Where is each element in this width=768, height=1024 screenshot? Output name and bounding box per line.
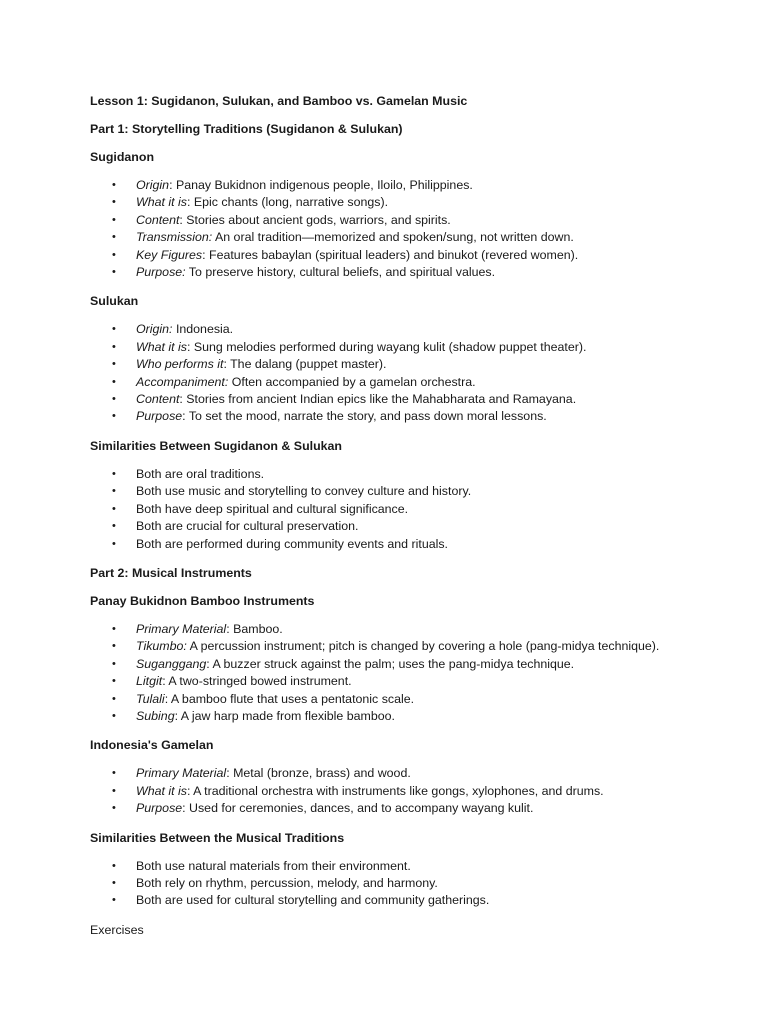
list-item xyxy=(90,673,708,690)
list-item xyxy=(90,321,708,338)
sulukan-heading: Sulukan xyxy=(90,294,139,309)
bullet-icon: • xyxy=(112,266,116,279)
list-item xyxy=(90,391,708,408)
item-term: Who performs it xyxy=(136,357,224,372)
item-text: Both are used for cultural storytelling and community gatherings. xyxy=(136,893,490,908)
bullet-icon: • xyxy=(112,213,116,226)
similarities-storytelling-list xyxy=(90,466,708,553)
bamboo-heading: Panay Bukidnon Bamboo Instruments xyxy=(90,593,315,608)
item-text: : The dalang (puppet master). xyxy=(223,357,387,372)
lesson-title: Lesson 1: Sugidanon, Sulukan, and Bamboo vs. Gamelan Music xyxy=(90,94,468,108)
list-item xyxy=(90,483,708,500)
list-item xyxy=(90,264,708,281)
item-term: What it is xyxy=(136,195,187,210)
part1-heading: Part 1: Storytelling Traditions (Sugidanon & Sulukan) xyxy=(90,122,403,136)
similarities-music-list xyxy=(90,858,708,910)
bullet-icon: • xyxy=(112,537,116,550)
bullet-icon: • xyxy=(112,179,116,191)
item-term: Content xyxy=(136,212,180,227)
item-text: : To set the mood, narrate the story, and pass down moral lessons. xyxy=(182,409,547,424)
list-item xyxy=(90,177,708,194)
gamelan-heading: Indonesia's Gamelan xyxy=(90,738,214,753)
item-term: Tikumbo: xyxy=(136,639,187,654)
bullet-icon: • xyxy=(112,709,116,722)
list-item xyxy=(90,656,708,673)
bullet-icon: • xyxy=(112,467,116,480)
item-term: Content xyxy=(136,392,180,407)
item-text: : Metal (bronze, brass) and wood. xyxy=(226,766,411,781)
item-term: Transmission: xyxy=(136,230,213,245)
item-text: : Stories about ancient gods, warriors, and spirits. xyxy=(179,212,451,227)
list-item xyxy=(90,708,708,725)
list-item xyxy=(90,621,708,638)
item-text: : Stories from ancient Indian epics like the Mahabharata and Ramayana. xyxy=(179,392,577,407)
list-item xyxy=(90,783,708,800)
bullet-icon: • xyxy=(112,410,116,423)
list-item xyxy=(90,536,708,553)
item-text: To preserve history, cultural beliefs, and spiritual values. xyxy=(185,265,496,280)
item-text: Both are performed during community events and rituals. xyxy=(136,536,448,551)
bullet-icon: • xyxy=(112,231,116,244)
item-text: Both are crucial for cultural preservation. xyxy=(136,519,359,534)
list-item xyxy=(90,691,708,708)
item-term: Origin: xyxy=(136,322,173,337)
list-item xyxy=(90,408,708,425)
bullet-icon: • xyxy=(112,393,116,406)
bullet-icon: • xyxy=(112,640,116,653)
item-text: : Panay Bukidnon indigenous people, Iloilo, Philippines. xyxy=(169,178,473,192)
item-term: What it is xyxy=(136,339,187,354)
item-text: : Features babaylan (spiritual leaders) and binukot (revered women). xyxy=(202,247,579,262)
item-text: A percussion instrument; pitch is changed by covering a hole (pang-midya technique). xyxy=(186,639,660,654)
bullet-icon: • xyxy=(112,767,116,780)
bullet-icon: • xyxy=(112,485,116,498)
item-term: Key Figures xyxy=(136,247,203,262)
bullet-icon: • xyxy=(112,340,116,353)
item-text: : Sung melodies performed during wayang kulit (shadow puppet theater). xyxy=(186,339,587,354)
item-text: Both use music and storytelling to convey culture and history. xyxy=(136,484,472,499)
list-item xyxy=(90,356,708,373)
bamboo-list xyxy=(90,621,708,725)
list-item xyxy=(90,765,708,782)
bullet-icon: • xyxy=(112,859,116,872)
bullet-icon: • xyxy=(112,876,116,889)
list-item xyxy=(90,229,708,246)
list-item xyxy=(90,466,708,483)
list-item xyxy=(90,501,708,518)
item-term: Tulali xyxy=(136,691,165,706)
item-term: Primary Material xyxy=(136,621,227,636)
item-term: Purpose xyxy=(136,409,183,424)
bullet-icon: • xyxy=(112,894,116,907)
list-item xyxy=(90,374,708,391)
item-text: : Bamboo. xyxy=(226,621,283,636)
item-term: Purpose xyxy=(136,801,183,816)
item-term: Origin xyxy=(136,178,170,192)
list-item xyxy=(90,212,708,229)
sugidanon-list xyxy=(90,177,708,281)
bullet-icon: • xyxy=(112,248,116,261)
list-item xyxy=(90,339,708,356)
gamelan-list xyxy=(90,765,708,817)
item-text: An oral tradition—memorized and spoken/sung, not written down. xyxy=(212,230,574,245)
item-term: Accompaniment: xyxy=(136,374,229,389)
item-term: Subing xyxy=(136,708,175,723)
list-item xyxy=(90,858,708,875)
bullet-icon: • xyxy=(112,657,116,670)
item-term: Suganggang xyxy=(136,656,207,671)
list-item xyxy=(90,800,708,817)
bullet-icon: • xyxy=(112,675,116,688)
sulukan-list xyxy=(90,321,708,425)
bullet-icon: • xyxy=(112,358,116,371)
list-item xyxy=(90,638,708,655)
list-item xyxy=(90,518,708,535)
bullet-icon: • xyxy=(112,502,116,515)
similarities-music-heading: Similarities Between the Musical Traditions xyxy=(90,830,345,845)
similarities-storytelling-heading: Similarities Between Sugidanon & Sulukan xyxy=(90,438,342,453)
item-text: Both rely on rhythm, percussion, melody, and harmony. xyxy=(136,875,438,890)
sugidanon-heading: Sugidanon xyxy=(90,150,155,164)
item-text: Both use natural materials from their environment. xyxy=(136,858,411,873)
item-term: Purpose: xyxy=(136,265,186,280)
item-text: : A traditional orchestra with instruments like gongs, xylophones, and drums. xyxy=(186,783,604,798)
item-text: : A two-stringed bowed instrument. xyxy=(162,674,352,689)
exercises-label: Exercises xyxy=(90,922,144,937)
item-term: Primary Material xyxy=(136,766,227,781)
bullet-icon: • xyxy=(112,196,116,209)
list-item xyxy=(90,892,708,909)
item-term: What it is xyxy=(136,783,187,798)
list-item xyxy=(90,875,708,892)
item-text: : Used for ceremonies, dances, and to accompany wayang kulit. xyxy=(182,801,534,816)
item-text: : A jaw harp made from flexible bamboo. xyxy=(174,708,395,723)
item-text: : A buzzer struck against the palm; uses the pang-midya technique. xyxy=(206,656,575,671)
bullet-icon: • xyxy=(112,692,116,705)
bullet-icon: • xyxy=(112,375,116,388)
item-term: Litgit xyxy=(136,674,163,689)
item-text: Often accompanied by a gamelan orchestra. xyxy=(228,374,476,389)
item-text: Indonesia. xyxy=(172,322,234,337)
item-text: Both have deep spiritual and cultural significance. xyxy=(136,501,409,516)
bullet-icon: • xyxy=(112,802,116,815)
item-text: : A bamboo flute that uses a pentatonic scale. xyxy=(164,691,415,706)
bullet-icon: • xyxy=(112,784,116,797)
part2-heading: Part 2: Musical Instruments xyxy=(90,565,252,580)
bullet-icon: • xyxy=(112,520,116,533)
bullet-icon: • xyxy=(112,323,116,336)
bullet-icon: • xyxy=(112,622,116,635)
item-text: : Epic chants (long, narrative songs). xyxy=(186,195,389,210)
list-item xyxy=(90,247,708,264)
list-item xyxy=(90,194,708,211)
item-text: Both are oral traditions. xyxy=(136,466,265,481)
